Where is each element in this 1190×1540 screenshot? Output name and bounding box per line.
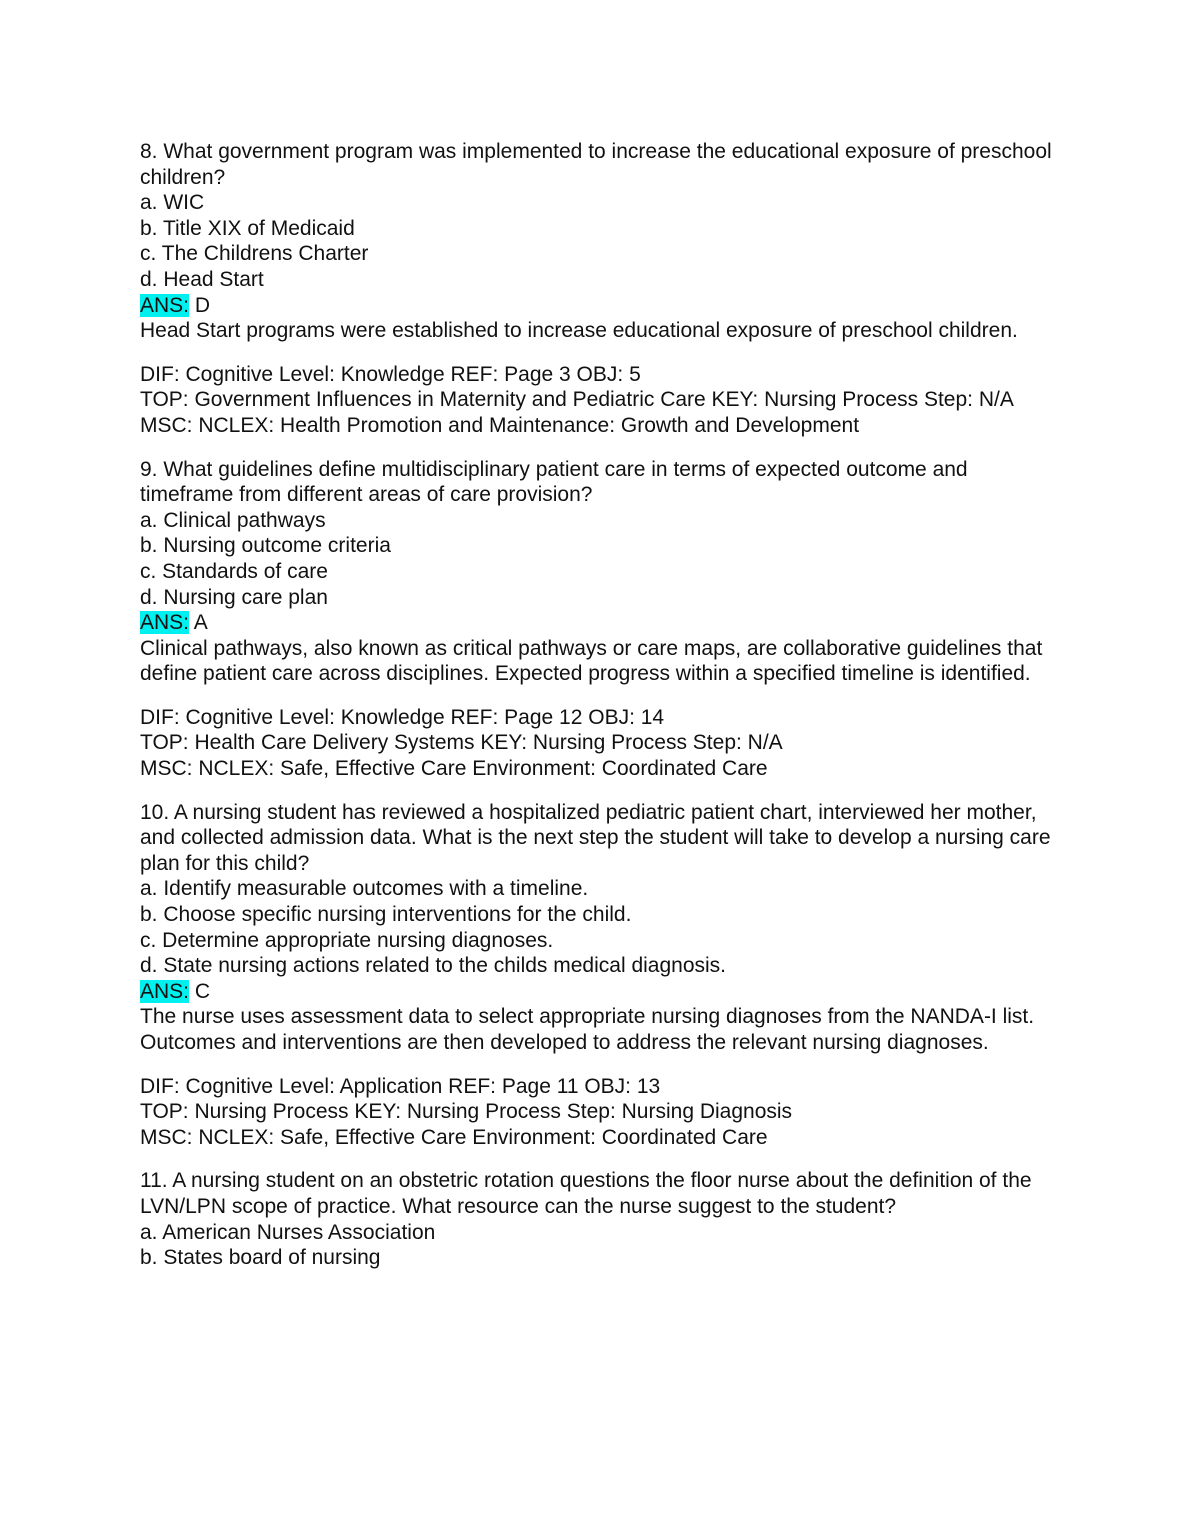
top-line: TOP: Nursing Process KEY: Nursing Process Step: Nursing Diagnosis (140, 1100, 793, 1124)
answer-value: A (189, 611, 208, 635)
msc-line: MSC: NCLEX: Health Promotion and Maintenance: Growth and Development (140, 413, 860, 437)
option-c: c. Determine appropriate nursing diagnoses. (140, 928, 554, 952)
dif-line: DIF: Cognitive Level: Application REF: Page 11 OBJ: 13 (140, 1074, 661, 1098)
answer-label: ANS: (140, 611, 190, 635)
question-11 (140, 1168, 1060, 1270)
answer-row (140, 979, 1060, 1005)
option-a: a. American Nurses Association (140, 1220, 436, 1244)
option-d: d. Head Start (140, 267, 264, 291)
option-b: b. Choose specific nursing interventions for the child. (140, 903, 632, 927)
msc-line: MSC: NCLEX: Safe, Effective Care Environment: Coordinated Care (140, 1125, 768, 1149)
msc-line: MSC: NCLEX: Safe, Effective Care Environment: Coordinated Care (140, 757, 768, 781)
top-line: TOP: Health Care Delivery Systems KEY: Nursing Process Step: N/A (140, 731, 783, 755)
question-stem: 8. What government program was implemented to increase the educational exposure of preschool children? (140, 140, 1058, 189)
dif-line: DIF: Cognitive Level: Knowledge REF: Page 3 OBJ: 5 (140, 362, 641, 386)
question-8 (140, 139, 1060, 439)
option-a: a. WIC (140, 191, 205, 215)
rationale: The nurse uses assessment data to select appropriate nursing diagnoses from the NANDA-I list. Outcomes and interventions are then developed to address the relevant nursing diagnoses. (140, 1005, 1040, 1054)
top-line: TOP: Government Influences in Maternity and Pediatric Care KEY: Nursing Process Step: N/A (140, 388, 1014, 412)
option-b: b. States board of nursing (140, 1246, 381, 1270)
option-c: c. Standards of care (140, 559, 328, 583)
rationale: Clinical pathways, also known as critical pathways or care maps, are collaborative guidelines that define patient care across disciplines. Expected progress within a specified timeline is identified. (140, 636, 1049, 686)
option-b: b. Nursing outcome criteria (140, 534, 391, 558)
option-b: b. Title XIX of Medicaid (140, 216, 355, 240)
answer-row (140, 610, 1060, 636)
answer-label: ANS: (140, 979, 190, 1003)
rationale: Head Start programs were established to increase educational exposure of preschool children. (140, 319, 1018, 343)
option-c: c. The Childrens Charter (140, 242, 369, 266)
option-a: a. Clinical pathways (140, 508, 326, 532)
answer-value: C (189, 979, 211, 1003)
answer-value: D (189, 293, 211, 317)
answer-label: ANS: (140, 293, 190, 317)
question-stem: 11. A nursing student on an obstetric rotation questions the floor nurse about the definition of the LVN/LPN scope of practice. What resource can the nurse suggest to the student? (140, 1169, 1038, 1218)
dif-line: DIF: Cognitive Level: Knowledge REF: Page 12 OBJ: 14 (140, 705, 665, 729)
question-10 (140, 800, 1060, 1151)
document-page (140, 139, 1060, 1271)
question-9 (140, 457, 1060, 782)
option-a: a. Identify measurable outcomes with a timeline. (140, 877, 589, 901)
option-d: d. State nursing actions related to the childs medical diagnosis. (140, 954, 727, 978)
question-stem: 10. A nursing student has reviewed a hospitalized pediatric patient chart, interviewed her mother, and collected admission data. What is the next step the student will take to develop a nursing care plan for this child? (140, 800, 1057, 875)
question-stem: 9. What guidelines define multidisciplinary patient care in terms of expected outcome and timeframe from different areas of care provision? (140, 457, 974, 507)
option-d: d. Nursing care plan (140, 585, 328, 609)
answer-row (140, 293, 1060, 319)
